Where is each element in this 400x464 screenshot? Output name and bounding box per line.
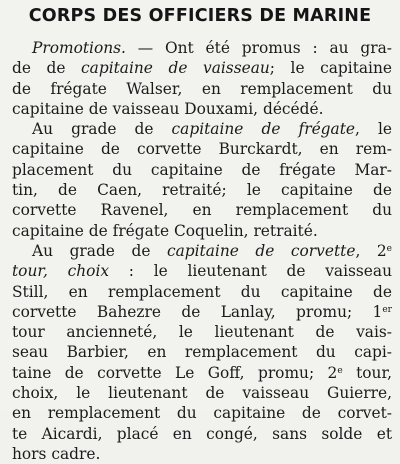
italic-text: Promotions. bbox=[32, 39, 126, 57]
article-line bbox=[12, 38, 392, 58]
text-run: , le bbox=[355, 120, 392, 139]
superscript: er bbox=[382, 304, 392, 315]
article-line bbox=[12, 79, 392, 99]
article-line bbox=[12, 200, 392, 220]
article-line bbox=[12, 58, 392, 78]
text-run: corvette Ravenel, en remplacement du bbox=[12, 201, 392, 220]
article-line bbox=[12, 180, 392, 200]
italic-text: tour, choix bbox=[12, 262, 110, 281]
italic-text: capitaine de corvette bbox=[166, 241, 356, 260]
article-body bbox=[12, 38, 392, 464]
article-line bbox=[12, 302, 392, 322]
text-run: — Ont été promus : au gra- bbox=[125, 39, 392, 57]
text-run: hors cadre. bbox=[12, 444, 101, 463]
article-line bbox=[12, 119, 392, 139]
article-line bbox=[12, 160, 392, 180]
text-run: de de bbox=[12, 59, 82, 78]
article-line bbox=[12, 139, 392, 159]
text-run: tin, de Caen, retraité; le capitaine de bbox=[12, 181, 392, 200]
article-line bbox=[12, 363, 392, 383]
text-run: : le lieutenant de vaisseau bbox=[109, 262, 393, 281]
text-run: te Aicardi, placé en congé, sans solde et bbox=[12, 424, 392, 443]
text-run: capitaine de vaisseau Douxami, décédé. bbox=[12, 99, 324, 118]
text-run: Still, en remplacement du capitaine de bbox=[12, 282, 392, 301]
text-run: en remplacement du capitaine de corvet- bbox=[12, 404, 392, 423]
article-line bbox=[12, 424, 392, 444]
article-line bbox=[12, 261, 392, 281]
article-line bbox=[12, 383, 392, 403]
article-line bbox=[12, 241, 392, 261]
text-run: placement du capitaine de frégate Mar- bbox=[12, 160, 392, 179]
text-run: taine de corvette Le Goff, promu; 2 bbox=[12, 363, 338, 382]
article-line bbox=[12, 444, 392, 464]
article-line bbox=[12, 221, 392, 241]
text-run: tour, bbox=[342, 363, 392, 382]
text-run: , 2 bbox=[355, 241, 387, 260]
text-run: ; le capitaine bbox=[269, 59, 393, 78]
article-line bbox=[12, 282, 392, 302]
text-run: capitaine de corvette Burckardt, en rem- bbox=[12, 140, 392, 159]
superscript: e bbox=[337, 365, 343, 376]
article-line bbox=[12, 342, 392, 362]
article-line bbox=[12, 99, 392, 119]
text-run: capitaine de frégate Coquelin, retraité. bbox=[12, 221, 318, 240]
article-line bbox=[12, 322, 392, 342]
text-run: tour ancienneté, le lieutenant de vais- bbox=[12, 323, 392, 342]
text-run: corvette Bahezre de Lanlay, promu; 1 bbox=[12, 302, 383, 321]
text-run: de frégate Walser, en remplacement du bbox=[12, 79, 392, 98]
text-run: Au grade de bbox=[32, 120, 172, 139]
italic-text: capitaine de frégate bbox=[171, 120, 355, 139]
text-run: Au grade de bbox=[32, 241, 167, 260]
superscript: e bbox=[386, 243, 392, 254]
italic-text: capitaine de vaisseau bbox=[81, 59, 270, 78]
article-heading: CORPS DES OFFICIERS DE MARINE bbox=[28, 6, 372, 26]
article-line bbox=[12, 403, 392, 423]
text-run: seau Barbier, en remplacement du capi- bbox=[12, 343, 392, 362]
text-run: choix, le lieutenant de vaisseau Guierre, bbox=[12, 384, 392, 403]
